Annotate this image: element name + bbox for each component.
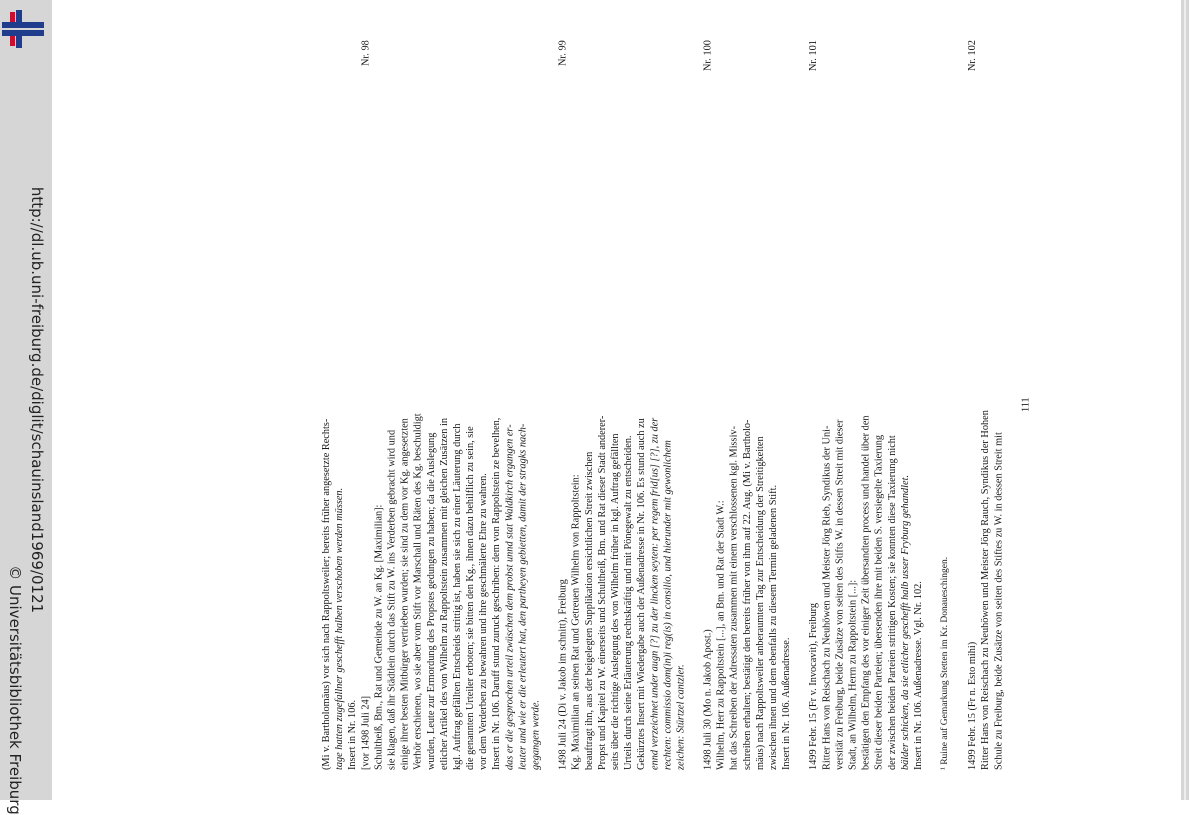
sidebar [0,0,52,815]
text-line: der zwischen beiden Parteien strittigen Kosten; sie konnten diese Taxierung nicht [886,435,898,770]
text-line: Schule zu Freiburg, beide Zusätze von seiten des Stiftes zu W. in dessen Streit mit [993,432,1005,770]
entry-number: Nr. 102 [967,40,979,71]
right-scroll-edge [1181,0,1189,800]
text-line: Insert in Nr. 106. [347,699,359,770]
entry-heading [807,40,820,770]
text-line: kgl. Auftrag gefällten Entscheids strittig ist, haben sie sich zu einer Läuterung durch [451,423,463,770]
text-line: einige ihrer besten Mitbürger vertrieben wurden; sie sind zu dem vor Kg. angesetzten [399,418,411,770]
text-line: Insert in Nr. 106. Außenadresse. [781,637,793,770]
university-logo-icon [2,8,44,50]
text-line: rechten: commissio dom(in)i reg(is) in consilio, und hierunder mit gewonlichem [662,440,674,770]
text-line: Ritter Hans von Reischach zu Neuhöwen und Meister Jörg Rauch, Syndikus der Hohen [980,410,992,770]
entry-heading [966,40,979,770]
text-line: zeichen: Stürtzel cantzler. [675,664,687,770]
page-number: 111 [1020,397,1032,413]
text-line: Propst und Kapitel zu W. einerseits und Schultheiß, Bm. und Rat dieser Stadt anderer- [596,415,608,770]
intro-block [320,40,359,770]
entry-heading [359,40,372,770]
text-line: die genannten Urteiler erboten; sie bitten den Kg., ihnen dazu behilflich zu sein, sie [465,426,477,770]
text-line: sie klagen, daß ihr Städtlein durch das Stift zu W. ins Verderben gebracht wird und [386,429,398,770]
text-line: beauftragt ihn, aus der beigelegten Supplikation ersichtlichen Streit zwischen [583,451,595,770]
entry-heading [557,40,570,770]
text-line: wurden, Leute zur Ermordung des Propstes gedungen zu haben; da die Auslegung [425,432,437,770]
text-line: gegangen werde. [530,700,542,770]
entry-date: 1498 Juli 24 (Di v. Jakob im schnitt), Freiburg [557,579,569,770]
entry-date: 1499 Febr. 15 (Fr n. Esto mihi) [967,641,979,770]
text-line: mäus) nach Rappoltsweiler anberaumten Tag zur Entscheidung der Streitigkeiten [754,436,766,770]
text-line: bälder schicken, da sie etlicher geschefft halb usser Fryburg gehandlet. [899,474,911,770]
text-line: vor dem Verderben zu bewahren und ihre geschmälerte Ehre zu wahren. [478,473,490,770]
text-line: Urteils durch seine Erläuterung rechtskräftig und mit Pönegewalt zu entscheiden. [623,435,635,770]
text-line: versität zu Freiburg, beide Zusätze von seiten des Stifts W. in dessen Streit mit dieser [834,419,846,770]
footnote: ¹ Ruine auf Gemarkung Stetten im Kr. Donaueschingen. [940,556,951,770]
entry-date: 1498 Juli 30 (Mo n. Jakob Apost.) [702,629,714,770]
entry-number: Nr. 99 [557,40,569,66]
source-url[interactable]: http://dl.ub.uni-freiburg.de/diglit/schauinsland1969/0121 [28,186,46,614]
text-line: bestätigen den Empfang des vor einiger Zeit übersandten process und handel über den [860,415,872,770]
text-line: seits über die richtige Auslegung des von Wilhelm früher in kgl. Auftrag gefällten [609,433,621,770]
entry-99 [557,40,688,770]
entry-date: [vor 1498 Juli 24] [360,695,372,770]
text-line: Insert in Nr. 106. Außenadresse. Vgl. Nr. 102. [912,581,924,770]
entry-heading [702,40,715,770]
text-line: leuter und wie er die erleutert hat, den partheyen gebietten, damit der stragks nach- [517,423,529,770]
text-line: Kg. Maximilian an seinen Rat und Getreuen Wilhelm von Rappoltstein: [570,474,582,770]
text-line: Insert in Nr. 106. Daruff stund zuruck geschriben: dem von Rappoltstein ze bevelhen, [491,417,503,770]
text-line: zwischen ihnen und dem ebenfalls zu diesem Termin geladenen Stift. [768,484,779,770]
entry-date: 1499 Febr. 15 (Fr v. Invocavit), Freiburg [808,602,820,770]
text-line: Wilhelm, Herr zu Rappoltstein [...], an Bm. und Rat der Stadt W.: [715,500,727,770]
text-line: Gekürztes Insert mit Wiedergabe auch der Außenadresse in Nr. 106. Es stund auch zu [636,418,648,770]
text-line: (Mi v. Bartholomäus) vor sich nach Rappoltsweiler; bereits früher angesetzte Rechts- [321,418,332,770]
entry-101 [807,40,925,770]
text-line: hat das Schreiben der Adressaten zusammen mit einem verschlossenen kgl. Missiv- [728,425,740,770]
entry-number: Nr. 101 [808,40,820,71]
text-line: Stadt, an Wilhelm, Herrn zu Rappoltstein [...]: [847,579,859,770]
document-page [320,40,1032,770]
text-line: das er die gesprochen urteil zwüschen dem probst unnd stat Waldkirch ergangen er- [504,424,516,770]
text-line: Schultheiß, Bm., Rat und Gemeinde zu W. an Kg. [Maximilian]: [373,504,385,770]
text-line: tage hatten zugefallner geschefft halben verschoben werden müssen. [334,487,346,770]
entry-98 [359,40,542,770]
entry-number: Nr. 100 [702,40,714,71]
copyright-notice: © Universitätsbibliothek Freiburg [6,565,24,815]
text-line: etlicher Artikel des von Wilhelm zu Rappoltstein zusammen mit gleichen Zusätzen in [438,418,450,770]
text-line: schreiben erhalten; bestätigt den bereits früher von ihm auf 22. Aug. (Mi v. Bartholo- [741,419,753,770]
text-line: Streit dieser beiden Parteien; übersenden ihre mit beiden S. versiegelte Taxierung [873,434,885,770]
entry-100 [702,40,794,770]
text-line: ennd verzeichnet under augn [?] zu der lincken seyten: per regem frid[us] [?], zu der [649,417,661,770]
text-line: Ritter Hans von Reischach zu Neuhöwen und Meister Jörg Rieb, Syndikus der Uni- [821,425,833,770]
entry-102 [966,40,1005,770]
entry-number: Nr. 98 [360,40,372,66]
text-line: Verhör erschienen, wo sie aber vom Stift vor Marschall und Räten des Kg. beschuldigt [412,413,424,770]
